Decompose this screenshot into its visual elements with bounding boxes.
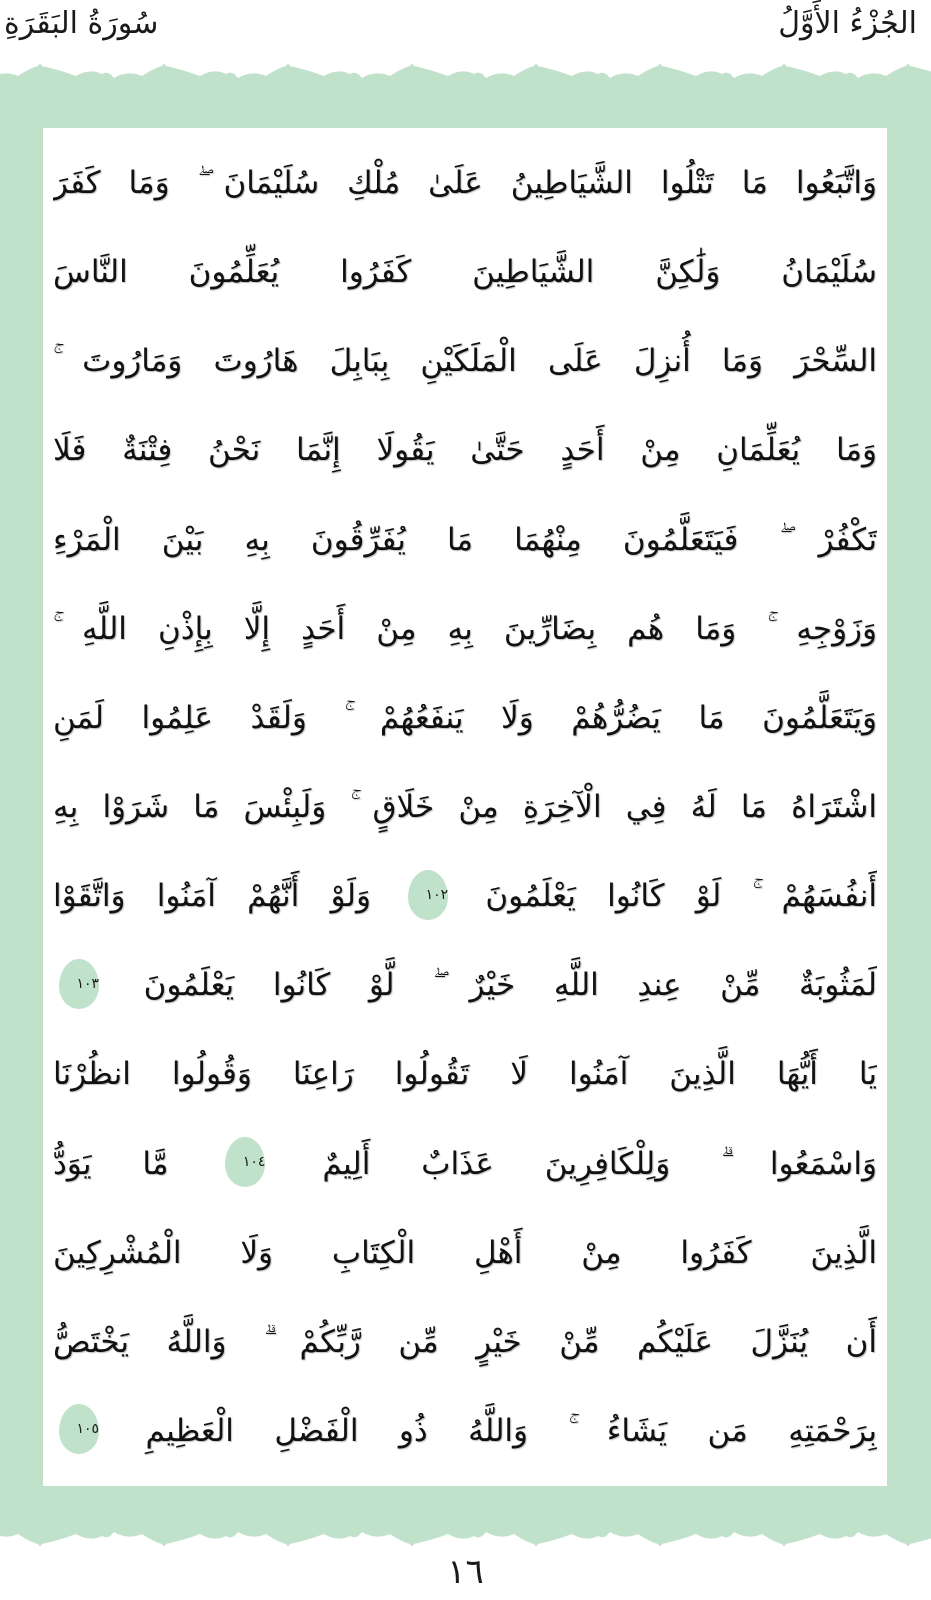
verse-line (53, 324, 877, 398)
verse-text: السِّحْرَ وَمَا أُنزِلَ عَلَى الْمَلَكَيْنِ بِبَابِلَ هَارُوتَ وَمَارُوتَ ۚ (53, 343, 877, 380)
verse-text: وَمَا يُعَلِّمَانِ مِنْ أَحَدٍ حَتَّىٰ يَقُولَا إِنَّمَا نَحْنُ فِتْنَةٌ فَلَا (53, 432, 877, 469)
verse-line (53, 503, 877, 577)
ayah-number-marker: ١٠٢ (408, 870, 448, 920)
verse-text: وَاسْمَعُوا ۗ وَلِلْكَافِرِينَ عَذَابٌ أَلِيمٌ (322, 1145, 877, 1182)
page-number: ١٦ (447, 1552, 484, 1592)
verse-text: أَن يُنَزَّلَ عَلَيْكُم مِّنْ خَيْرٍ مِّن رَّبِّكُمْ ۗ وَاللَّهُ يَخْتَصُّ (53, 1323, 877, 1360)
page-header (0, 0, 931, 62)
mushaf-page (43, 128, 887, 1486)
verse-text: وَزَوْجِهِ ۚ وَمَا هُم بِضَارِّينَ بِهِ مِنْ أَحَدٍ إِلَّا بِإِذْنِ اللَّهِ ۚ (53, 610, 877, 647)
verse-text: يَا أَيُّهَا الَّذِينَ آمَنُوا لَا تَقُولُوا رَاعِنَا وَقُولُوا انظُرْنَا (53, 1056, 877, 1093)
verse-line (53, 235, 877, 309)
verse-text: تَكْفُرْ ۖ فَيَتَعَلَّمُونَ مِنْهُمَا مَا يُفَرِّقُونَ بِهِ بَيْنَ الْمَرْءِ (53, 521, 877, 558)
verse-text: سُلَيْمَانُ وَلَٰكِنَّ الشَّيَاطِينَ كَفَرُوا يُعَلِّمُونَ النَّاسَ (53, 254, 877, 291)
verse-text: لَمَثُوبَةٌ مِّنْ عِندِ اللَّهِ خَيْرٌ ۖ لَّوْ كَانُوا يَعْلَمُونَ (143, 967, 877, 1004)
verse-line (53, 1037, 877, 1111)
verse-text: اشْتَرَاهُ مَا لَهُ فِي الْآخِرَةِ مِنْ خَلَاقٍ ۚ وَلَبِئْسَ مَا شَرَوْا بِهِ (53, 788, 877, 825)
verse-line (53, 948, 877, 1022)
scalloped-border-bottom-icon (0, 1524, 931, 1548)
verse-text: الَّذِينَ كَفَرُوا مِنْ أَهْلِ الْكِتَابِ وَلَا الْمُشْرِكِينَ (53, 1234, 877, 1271)
verse-line (53, 1394, 877, 1468)
verse-line (53, 859, 877, 933)
verse-text: وَاتَّبَعُوا مَا تَتْلُوا الشَّيَاطِينُ عَلَىٰ مُلْكِ سُلَيْمَانَ ۖ وَمَا كَفَرَ (53, 165, 877, 201)
verse-text: مَّا يَوَدُّ (53, 1145, 169, 1182)
verse-text: بِرَحْمَتِهِ مَن يَشَاءُ ۚ وَاللَّهُ ذُو الْفَضْلِ الْعَظِيمِ (145, 1412, 877, 1449)
verse-lines (53, 146, 877, 1468)
verse-text: وَلَوْ أَنَّهُمْ آمَنُوا وَاتَّقَوْا (53, 878, 371, 915)
ayah-number-marker: ١٠٣ (59, 959, 99, 1009)
ayah-number-marker: ١٠٤ (225, 1137, 265, 1187)
verse-line (53, 1216, 877, 1290)
ayah-number-marker: ١٠٥ (59, 1404, 99, 1454)
verse-line (53, 1127, 877, 1201)
surah-title: سُورَةُ البَقَرَةِ (4, 6, 159, 41)
verse-line (53, 681, 877, 755)
verse-line (53, 146, 877, 220)
verse-text: أَنفُسَهُمْ ۚ لَوْ كَانُوا يَعْلَمُونَ (485, 878, 877, 915)
verse-text: وَيَتَعَلَّمُونَ مَا يَضُرُّهُمْ وَلَا يَنفَعُهُمْ ۚ وَلَقَدْ عَلِمُوا لَمَنِ (53, 699, 877, 736)
verse-line (53, 413, 877, 487)
juz-title: الجُزْءُ الأَوَّلُ (778, 6, 917, 41)
verse-line (53, 770, 877, 844)
verse-line (53, 1305, 877, 1379)
verse-line (53, 592, 877, 666)
